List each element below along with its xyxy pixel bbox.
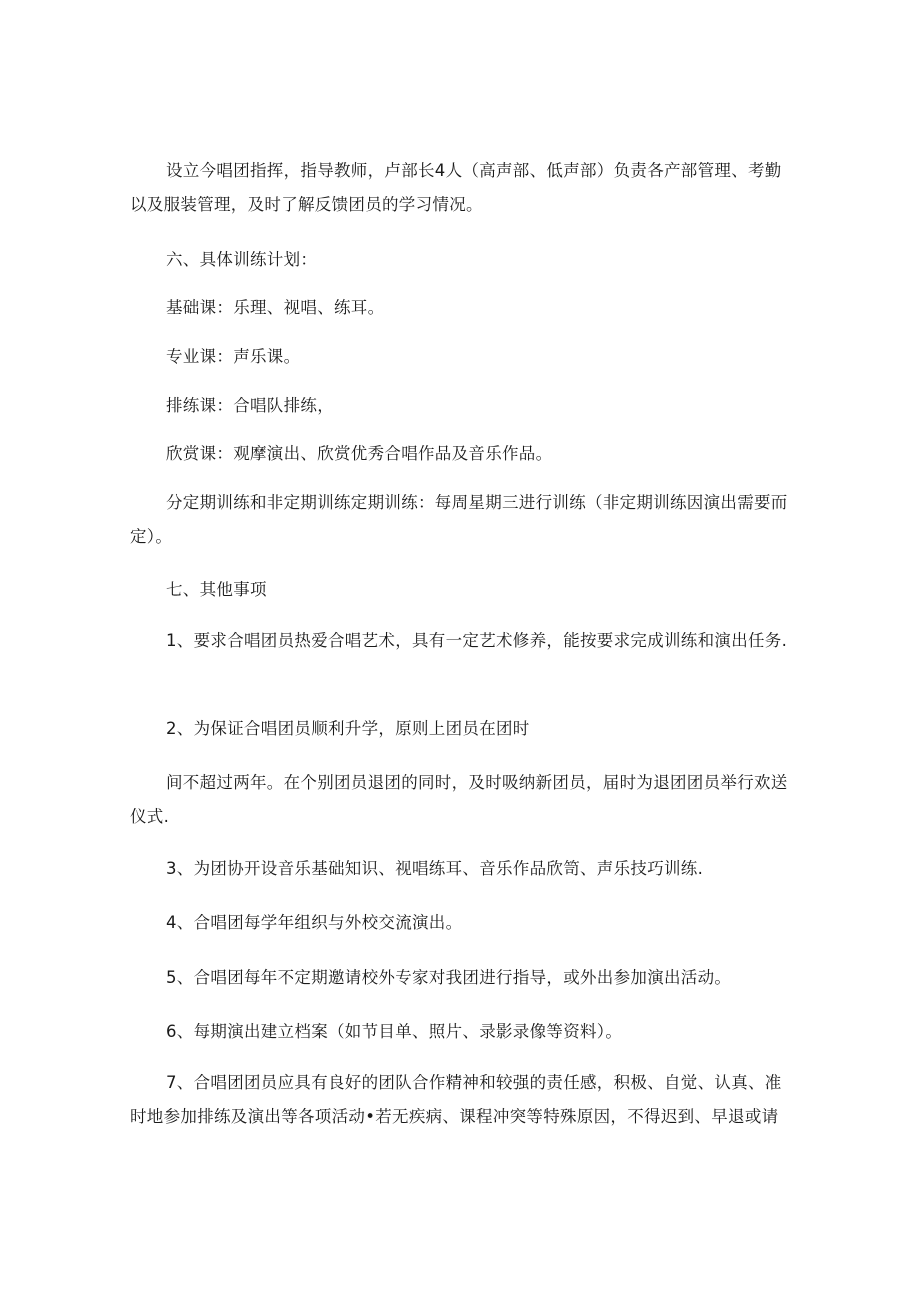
list-item-4: 4、合唱团每学年组织与外校交流演出。	[166, 913, 463, 932]
paragraph-professional-course: 专业课：声乐课。	[166, 347, 301, 366]
list-item-2-continued: 间不超过两年。在个别团员退团的同时，及时吸纳新团员，届时为退团团员举行欢送仪式.	[130, 773, 788, 826]
heading-training-plan: 六、具体训练计划：	[166, 250, 318, 269]
paragraph-basic-course: 基础课：乐理、视唱、练耳。	[166, 298, 385, 317]
list-item-3: 3、为团协开设音乐基础知识、视唱练耳、音乐作品欣笥、声乐技巧训练.	[166, 859, 704, 878]
paragraph-organization: 设立今唱团指挥，指导教师，卢部长4人（高声部、低声部）负责各产部管理、考勤以及服装管理，及时了解反馈团员的学习情况。	[130, 161, 782, 214]
list-item-1: 1、要求合唱团员热爱合唱艺术，具有一定艺术修养，能按要求完成训练和演出任务.	[166, 631, 788, 650]
list-item-7: 7、合唱团团员应具有良好的团队合作精神和较强的责任感，积极、自觉、认真、准时地参加排练及演出等各项活动•若无疾病、课程冲突等特殊原因，不得迟到、早退或请	[130, 1073, 782, 1126]
heading-other-matters: 七、其他事项	[166, 580, 267, 599]
list-item-2: 2、为保证合唱团员顺利升学，原则上团员在团时	[166, 719, 530, 738]
list-item-5: 5、合唱团每年不定期邀请校外专家对我团进行指导，或外出参加演出活动。	[166, 968, 732, 987]
paragraph-training-schedule: 分定期训练和非定期训练定期训练：每周星期三进行训练（非定期训练因演出需要而定）。	[130, 493, 788, 546]
list-item-6: 6、每期演出建立档案（如节目单、照片、录影录像等资料）。	[166, 1022, 623, 1041]
paragraph-appreciation-course: 欣赏课：观摩演出、欣赏优秀合唱作品及音乐作品。	[166, 444, 553, 463]
paragraph-rehearsal-course: 排练课：合唱队排练，	[166, 396, 334, 415]
